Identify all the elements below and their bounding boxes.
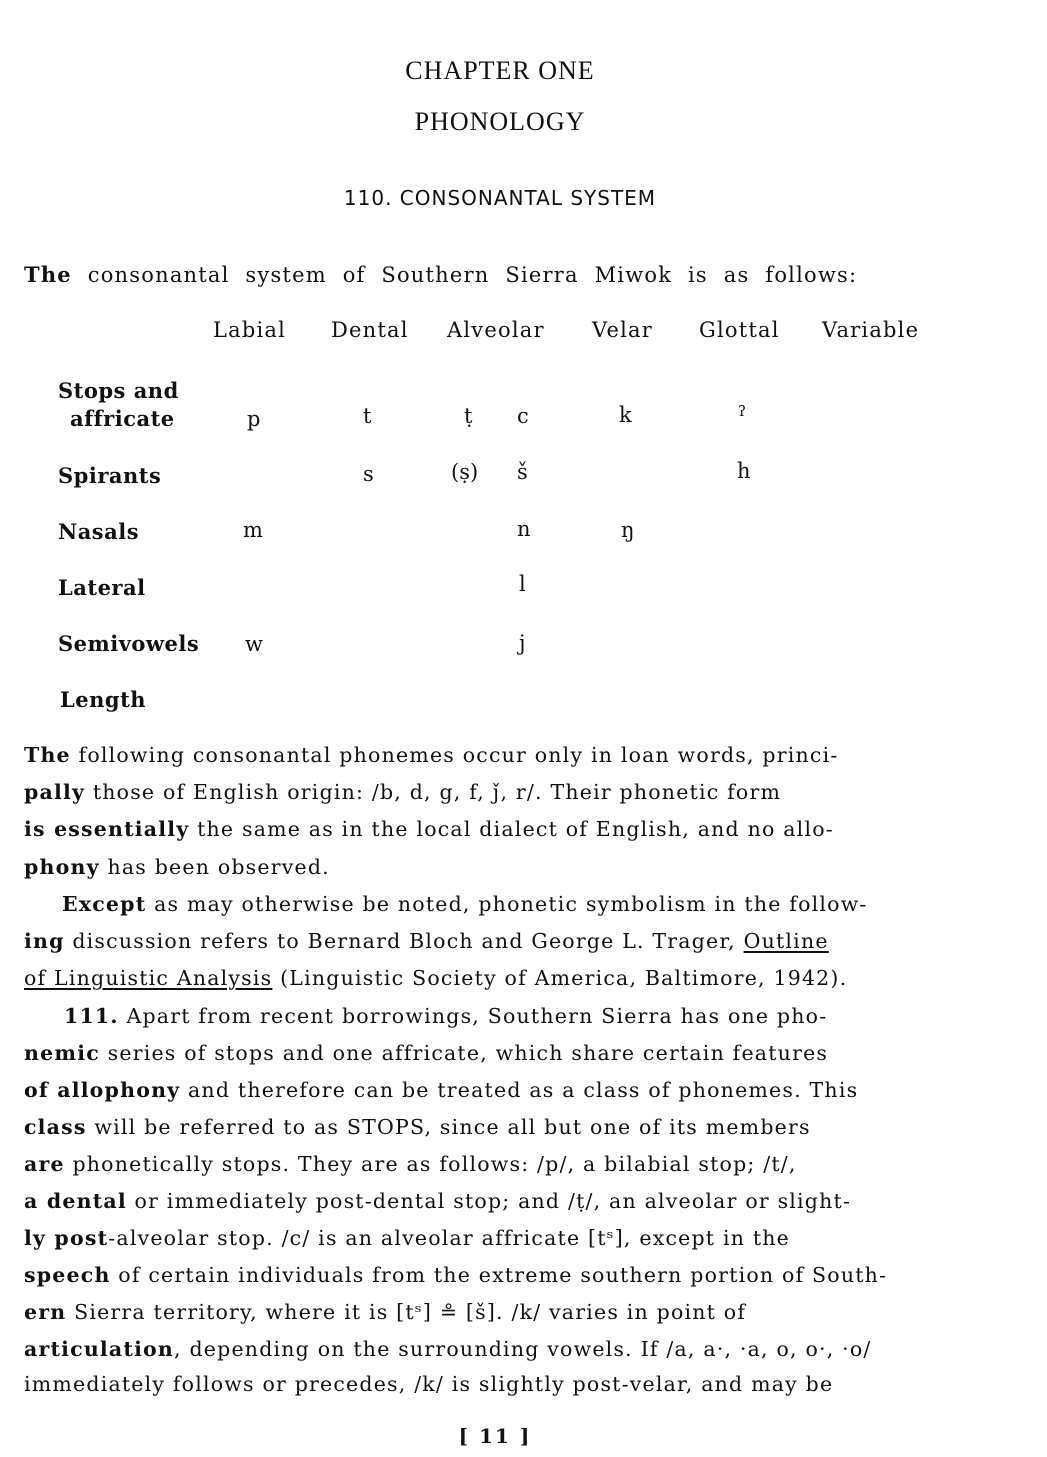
book-title-part: Outline (743, 929, 829, 953)
phoneme-cell: ʔ (738, 402, 747, 420)
text-bold: is essentially (24, 817, 190, 841)
text-run: -alveolar stop. /c/ is an alveolar affricate [tˢ], except in the (108, 1226, 790, 1250)
column-header-labial: Labial (213, 318, 287, 342)
text-line (24, 780, 1004, 804)
text-run: , depending on the surrounding vowels. If /a, a·, ·a, o, o·, ·o/ (174, 1337, 872, 1361)
text-run: those of English origin: /b, d, g, f, ǰ, r/. Their phonetic form (85, 780, 782, 804)
row-label-spirants: Spirants (58, 463, 162, 488)
phoneme-cell: s (363, 462, 374, 486)
text-bold: phony (24, 855, 100, 879)
phoneme-cell: ṭ (464, 404, 473, 428)
phoneme-cell: h (737, 459, 751, 483)
text-run: or immediately post-dental stop; and /ṭ/, an alveolar or slight- (126, 1189, 852, 1213)
text-line (64, 1004, 827, 1028)
text-run: will be referred to as STOPS, since all but one of its members (86, 1115, 811, 1139)
phoneme-cell: j (519, 631, 526, 655)
text-bold: ly post (24, 1226, 109, 1250)
section-heading: 110. CONSONANTAL SYSTEM (343, 186, 657, 210)
text-bold: class (24, 1115, 87, 1139)
text-line (24, 855, 1004, 879)
text-run: and therefore can be treated as a class of phonemes. This (180, 1078, 859, 1102)
text-run: as may otherwise be noted, phonetic symbolism in the follow- (146, 892, 868, 916)
phoneme-cell: c (517, 404, 529, 428)
column-header-variable: Variable (822, 318, 920, 342)
row-label-lateral: Lateral (58, 575, 146, 600)
text-run: of certain individuals from the extreme southern portion of South- (110, 1263, 888, 1287)
text-line (24, 1372, 1004, 1396)
text-bold: 111. (64, 1004, 119, 1028)
row-label-affricate: affricate (70, 406, 175, 431)
text-line (24, 1189, 1004, 1213)
text-bold: of allophony (24, 1078, 181, 1102)
text-bold: ing (24, 929, 65, 953)
book-title-part: of Linguistic Analysis (24, 966, 273, 990)
text-bold: speech (24, 1263, 111, 1287)
text-line (24, 743, 1004, 767)
text-bold: The (24, 743, 71, 767)
text-line (24, 1300, 1004, 1324)
column-header-glottal: Glottal (699, 318, 780, 342)
chapter-title: PHONOLOGY (414, 107, 586, 136)
text-line (24, 1115, 1004, 1139)
phoneme-cell: m (243, 518, 263, 542)
text-run: Sierra territory, where it is [tˢ] ≗ [š]. /k/ varies in point of (66, 1300, 747, 1324)
column-header-velar: Velar (592, 318, 653, 342)
text-bold: articulation (24, 1337, 175, 1361)
text-run: (Linguistic Society of America, Baltimore, 1942). (272, 966, 848, 990)
row-label-nasals: Nasals (58, 519, 140, 544)
text-run: following consonantal phonemes occur only in loan words, princi- (70, 743, 839, 767)
phoneme-cell: k (619, 403, 632, 427)
text-line (24, 817, 1004, 841)
text-run: phonetically stops. They are as follows: /p/, a bilabial stop; /t/, (64, 1152, 797, 1176)
text-bold: are (24, 1152, 65, 1176)
text-line (24, 1078, 1004, 1102)
text-bold: ern (24, 1300, 67, 1324)
chapter-heading: CHAPTER ONE (405, 56, 595, 85)
text-bold: pally (24, 780, 86, 804)
row-label-stops: Stops and (58, 378, 179, 403)
text-run: discussion refers to Bernard Bloch and George L. Trager, (64, 929, 744, 953)
text-line (24, 966, 1004, 990)
text-run: immediately follows or precedes, /k/ is slightly post-velar, and may be (24, 1372, 834, 1396)
row-label-length: Length (60, 687, 147, 712)
text-run: the same as in the local dialect of English, and no allo- (189, 817, 834, 841)
column-header-dental: Dental (331, 318, 409, 342)
text-line (24, 1041, 1004, 1065)
intro-line (24, 262, 857, 287)
phoneme-cell: t (363, 404, 372, 428)
text-bold: nemic (24, 1041, 100, 1065)
text-run: has been observed. (99, 855, 330, 879)
phoneme-cell: l (519, 572, 526, 596)
text-line (24, 929, 1004, 953)
text-line (24, 1337, 1004, 1361)
column-header-alveolar: Alveolar (447, 318, 545, 342)
phoneme-cell: š (517, 460, 528, 484)
text-line (24, 1226, 1004, 1250)
intro-text: consonantal system of Southern Sierra Miwok is as follows: (87, 263, 858, 287)
row-label-semivowels: Semivowels (58, 631, 200, 656)
phoneme-cell: p (247, 407, 261, 431)
text-run: Apart from recent borrowings, Southern Sierra has one pho- (118, 1004, 828, 1028)
intro-bold-word: The (24, 262, 72, 287)
phoneme-cell: ŋ (621, 518, 635, 542)
phoneme-cell: (ṣ) (451, 460, 479, 484)
text-line (24, 1263, 1004, 1287)
phoneme-cell: n (517, 517, 531, 541)
text-line (62, 892, 868, 916)
page-number: [ 11 ] (458, 1424, 532, 1448)
text-line (24, 1152, 1004, 1176)
text-bold: a dental (24, 1189, 127, 1213)
phoneme-cell: w (245, 632, 263, 656)
text-bold: Except (62, 892, 147, 916)
text-run: series of stops and one affricate, which share certain features (99, 1041, 829, 1065)
